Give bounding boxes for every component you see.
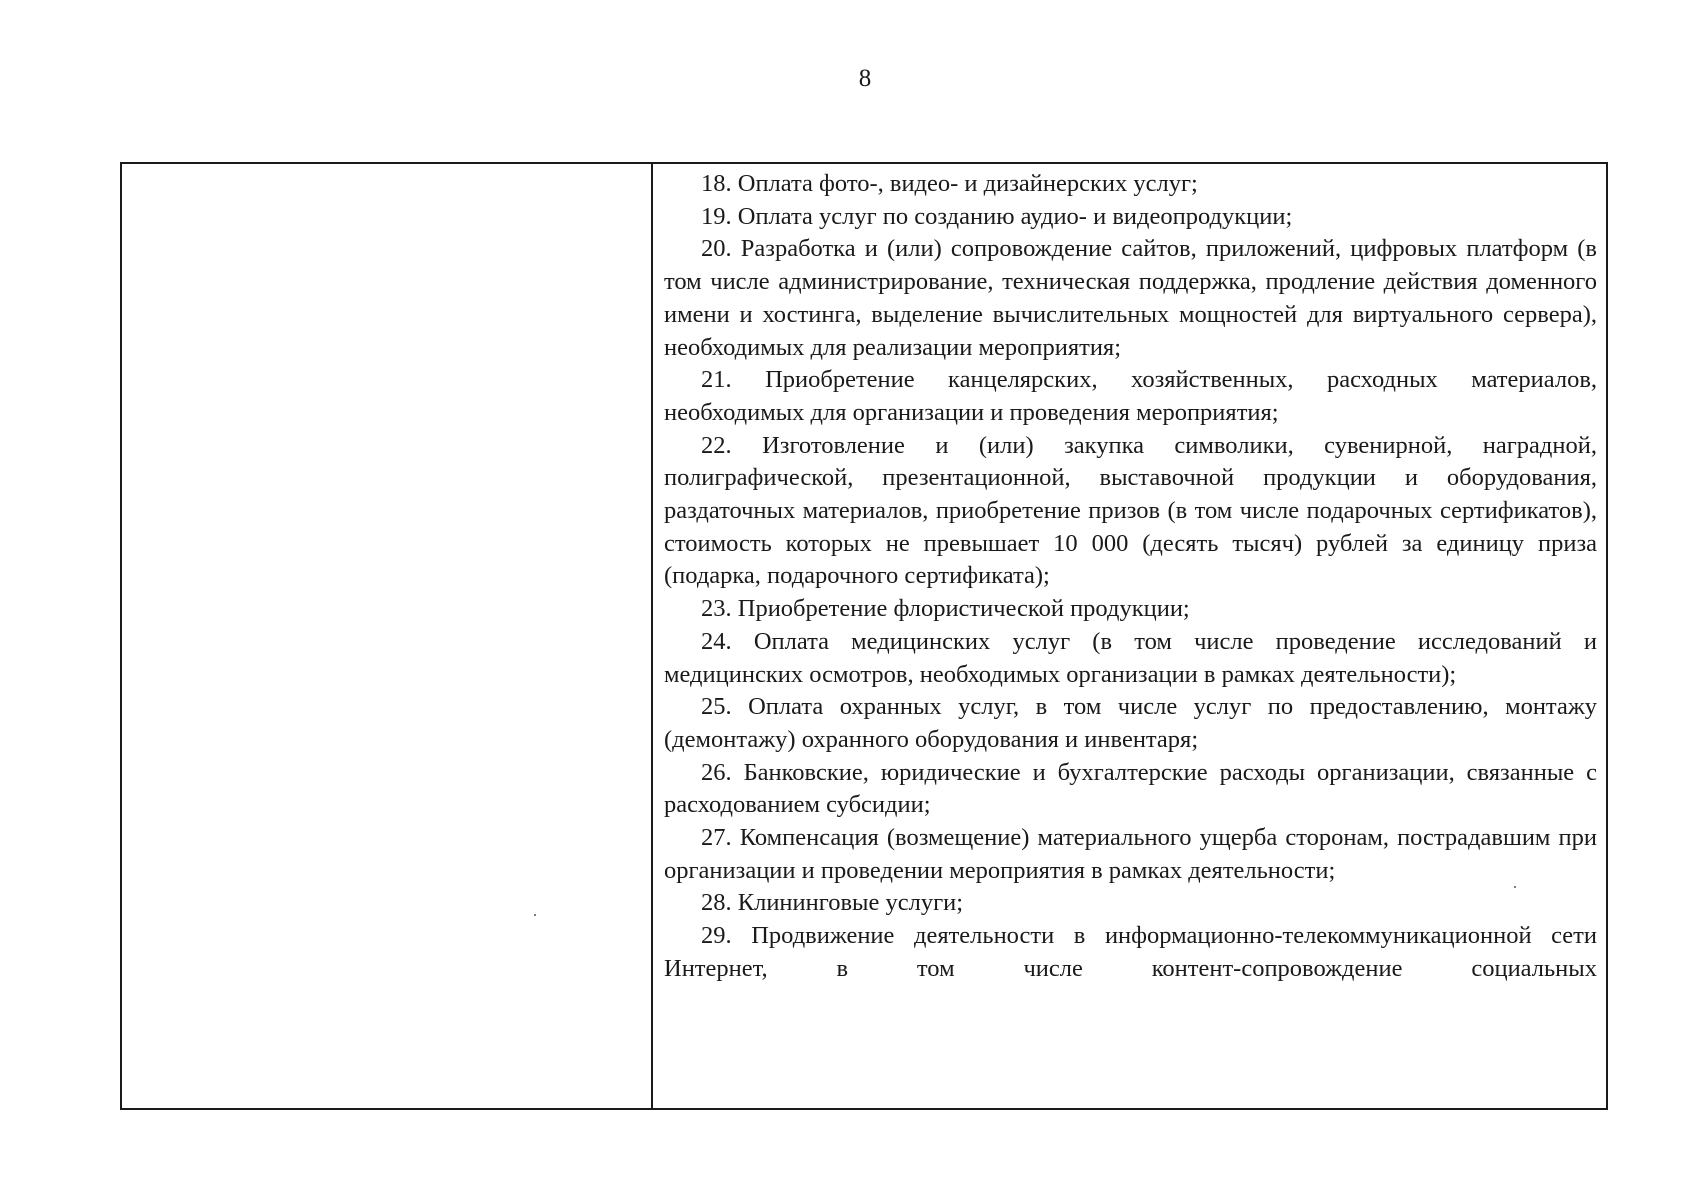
item-text: Изготовление и (или) закупка символики, сувенирной, наградной, полиграфической, презентационной, выставочной продукции и оборудования, раздаточных материалов, приобретение призов (в том числе подарочных сертификатов), стоимость которых не превышает 10 000 (десять тысяч) рублей за единицу приза (подарка, подарочного сертификата); (664, 431, 1597, 590)
item-number: 20. (701, 235, 732, 263)
list-item (664, 593, 1597, 626)
item-number: 29. (701, 922, 732, 950)
item-text: Компенсация (возмещение) материального ущерба сторонам, пострадавшим при организации и проведении мероприятия в рамках деятельности; (664, 824, 1598, 884)
item-text: Оплата охранных услуг, в том числе услуг по предоставлению, монтажу (демонтажу) охранного оборудования и инвентаря; (664, 693, 1597, 753)
list-item (664, 920, 1597, 985)
item-number: 25. (701, 693, 732, 721)
item-number: 27. (701, 824, 732, 852)
scan-speck (1514, 886, 1516, 888)
table-right-column (653, 164, 1606, 1108)
list-item (664, 626, 1597, 691)
item-text: Разработка и (или) сопровождение сайтов, приложений, цифровых платформ (в том числе администрирование, техническая поддержка, продление действия доменного имени и хостинга, выделение вычислительных мощностей для виртуального сервера), необходимых для реализации мероприятия; (664, 235, 1598, 361)
item-text: Продвижение деятельности в информационно-телекоммуникационной сети Интернет, в том числе контент-сопровождение социальных (664, 922, 1597, 982)
page-number: 8 (858, 65, 872, 92)
list-item (664, 757, 1597, 822)
item-number: 26. (701, 758, 732, 786)
item-number: 24. (701, 627, 732, 655)
item-text: Клининговые услуги; (737, 889, 964, 917)
scan-speck (534, 914, 536, 916)
item-number: 21. (701, 366, 732, 394)
list-item (664, 691, 1597, 756)
list-item (664, 233, 1597, 364)
list-item (664, 364, 1597, 429)
document-table (120, 162, 1608, 1110)
item-number: 18. (701, 170, 732, 197)
item-number: 28. (701, 889, 732, 917)
item-text: Оплата фото-, видео- и дизайнерских услуг; (737, 170, 1198, 197)
item-text: Приобретение флористической продукции; (737, 595, 1190, 623)
item-number: 19. (701, 202, 732, 230)
item-number: 23. (701, 595, 732, 623)
table-left-column (122, 164, 653, 1108)
item-text: Оплата медицинских услуг (в том числе проведение исследований и медицинских осмотров, необходимых организации в рамках деятельности); (664, 627, 1598, 688)
list-item (664, 887, 1597, 920)
list-item (664, 201, 1597, 234)
item-text: Банковские, юридические и бухгалтерские расходы организации, связанные с расходованием субсидии; (664, 758, 1598, 819)
list-item (664, 822, 1597, 887)
item-number: 22. (701, 431, 732, 459)
list-item (664, 430, 1597, 594)
item-text: Оплата услуг по созданию аудио- и видеопродукции; (737, 202, 1293, 230)
list-item (664, 168, 1597, 201)
item-text: Приобретение канцелярских, хозяйственных, расходных материалов, необходимых для организации и проведения мероприятия; (664, 366, 1598, 426)
